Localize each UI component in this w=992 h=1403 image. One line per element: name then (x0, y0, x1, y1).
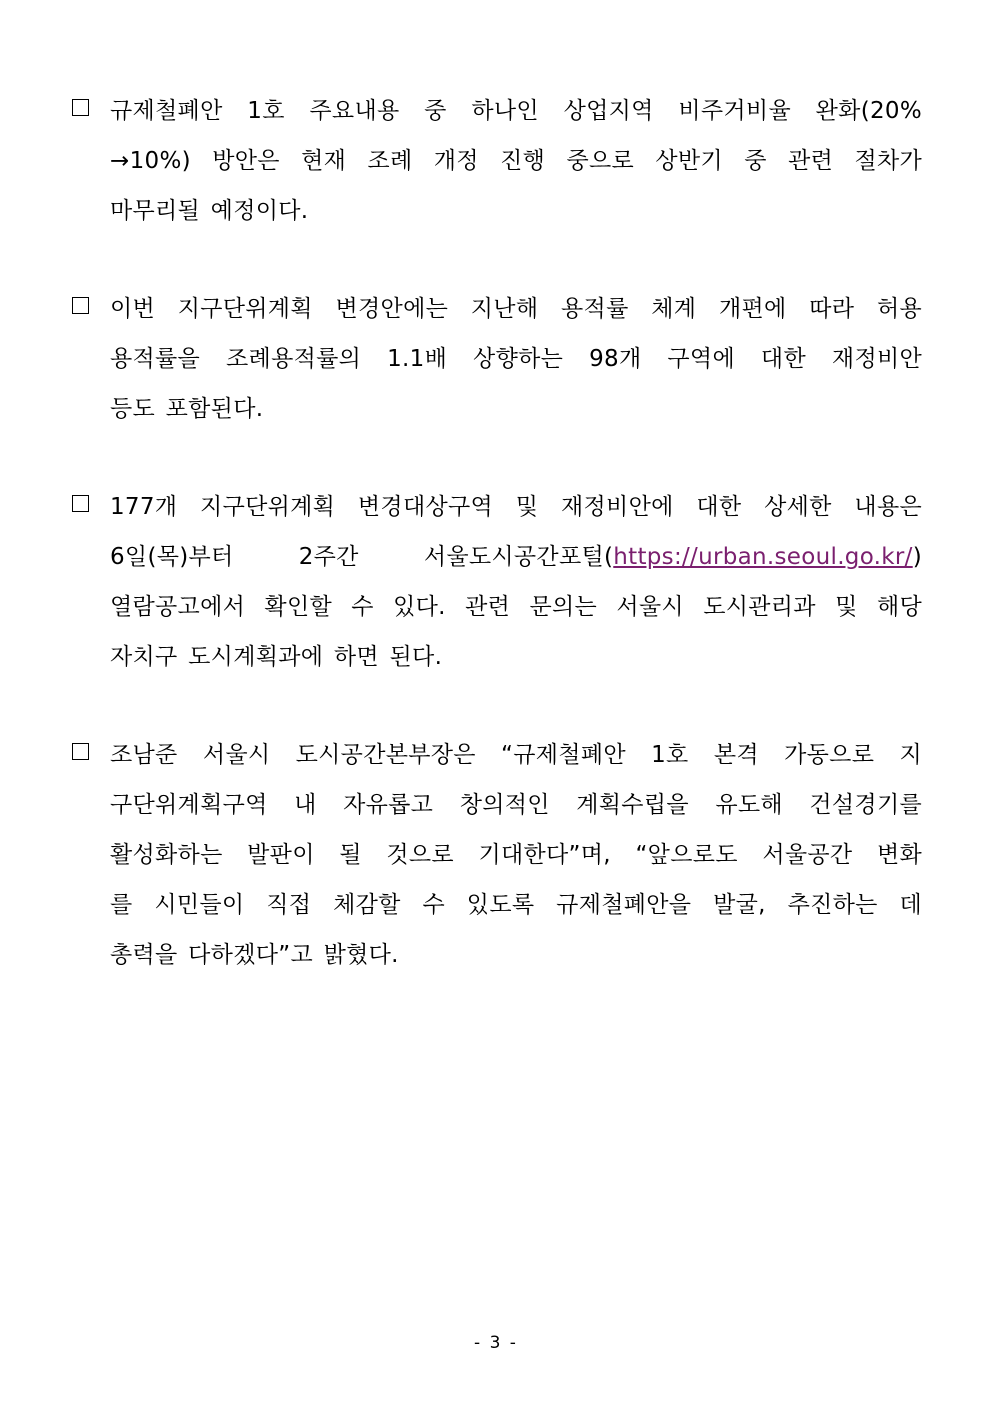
text-line: 이번 지구단위계획 변경안에는 지난해 용적률 체계 개편에 따라 허용 (110, 296, 922, 322)
paragraph-text (110, 284, 922, 434)
text-line: 를 시민들이 직접 체감할 수 있도록 규제철폐안을 발굴, 추진하는 데 (110, 892, 922, 918)
text-line-with-link (110, 532, 922, 582)
text-line: 규제철폐안 1호 주요내용 중 하나인 상업지역 비주거비율 완화(20% (110, 98, 922, 124)
text-line: 열람공고에서 확인할 수 있다. 관련 문의는 서울시 도시관리과 및 해당 (110, 594, 922, 620)
text-line: 구단위계획구역 내 자유롭고 창의적인 계획수립을 유도해 건설경기를 (110, 792, 922, 818)
text-line: 조남준 서울시 도시공간본부장은 “규제철폐안 1호 본격 가동으로 지 (110, 742, 922, 768)
square-bullet-icon (72, 99, 89, 116)
page-number: - 3 - (474, 1333, 518, 1353)
text-segment: ) (912, 544, 922, 570)
text-line: 자치구 도시계획과에 하면 된다. (110, 644, 443, 670)
text-line: 마무리될 예정이다. (110, 198, 309, 224)
square-bullet-icon (72, 743, 89, 760)
urban-portal-link[interactable]: https://urban.seoul.go.kr/ (613, 544, 913, 570)
paragraph-text (110, 86, 922, 236)
text-line: 177개 지구단위계획 변경대상구역 및 재정비안에 대한 상세한 내용은 (110, 494, 922, 520)
text-line: 총력을 다하겠다”고 밝혔다. (110, 942, 399, 968)
text-line: 등도 포함된다. (110, 396, 264, 422)
text-segment: 6일(목)부터 2주간 서울도시공간포털( (110, 544, 614, 570)
text-line: →10%) 방안은 현재 조례 개정 진행 중으로 상반기 중 관련 절차가 (110, 148, 922, 174)
paragraph-text (110, 482, 922, 682)
text-line: 용적률을 조례용적률의 1.1배 상향하는 98개 구역에 대한 재정비안 (110, 346, 922, 372)
paragraph-text (110, 730, 922, 980)
text-line: 활성화하는 발판이 될 것으로 기대한다”며, “앞으로도 서울공간 변화 (110, 842, 922, 868)
square-bullet-icon (72, 297, 89, 314)
square-bullet-icon (72, 495, 89, 512)
